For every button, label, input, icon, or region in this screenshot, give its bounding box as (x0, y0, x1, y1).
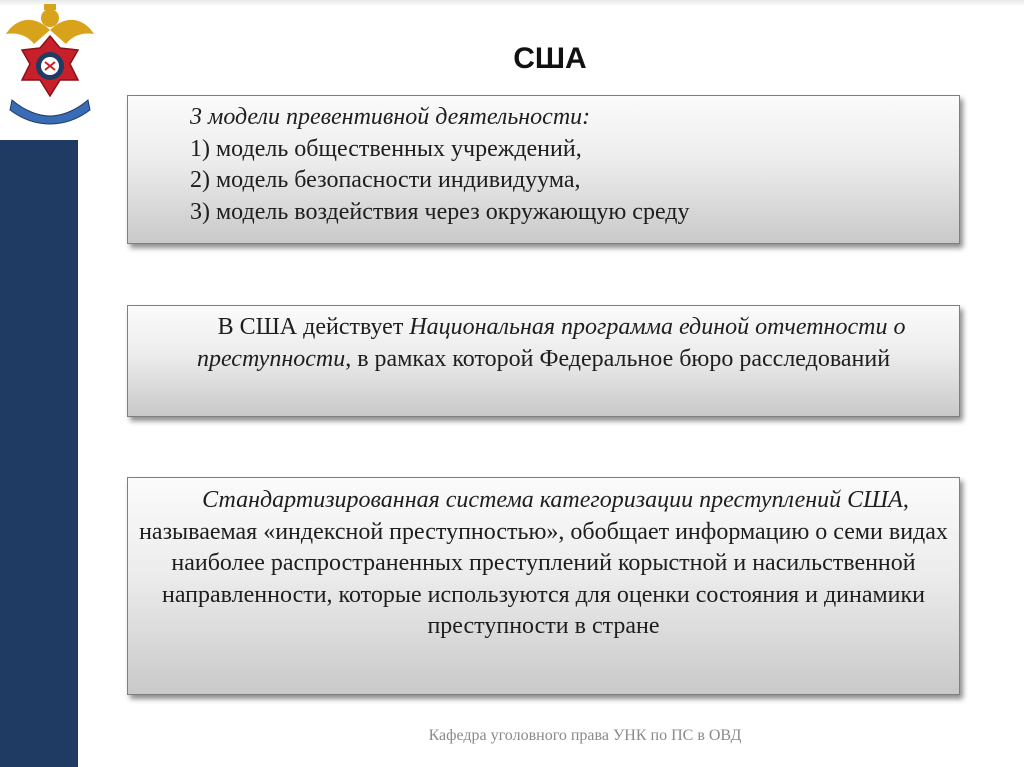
footer-department: Кафедра уголовного права УНК по ПС в ОВД (428, 727, 742, 744)
crime-index-box (127, 477, 960, 695)
indent (182, 314, 218, 340)
crime-index-text-after: , называемая «индексной преступностью», обобщает информацию о семи видах наиболее распространенных преступлений корыстной и насильственной направленности, которые используются для оценки состояния и динамики преступности в стране (139, 487, 948, 639)
model-item-1: 1) модель общественных учреждений, (190, 135, 582, 162)
slide-title: США (513, 42, 587, 75)
program-name: Национальная программа единой отчетности о преступности (196, 314, 906, 372)
police-emblem-logo (4, 0, 96, 136)
reporting-program-box (127, 305, 960, 417)
reporting-text-before: В США действует (217, 314, 410, 340)
crime-index-text (128, 485, 959, 643)
top-border (0, 0, 1024, 6)
model-item-2: 2) модель безопасности индивидуума, (190, 167, 581, 193)
reporting-text-after: , в рамках которой Федеральное бюро расследований (345, 345, 891, 372)
reporting-program-text (128, 312, 959, 375)
system-name: Стандартизированная система категоризации преступлений США (202, 487, 903, 513)
models-heading: 3 модели превентивной деятельности: (190, 104, 591, 130)
left-sidebar-bar (0, 140, 78, 767)
prevention-models-box (127, 95, 960, 244)
model-item-3: 3) модель воздействия через окружающую среду (190, 198, 690, 225)
